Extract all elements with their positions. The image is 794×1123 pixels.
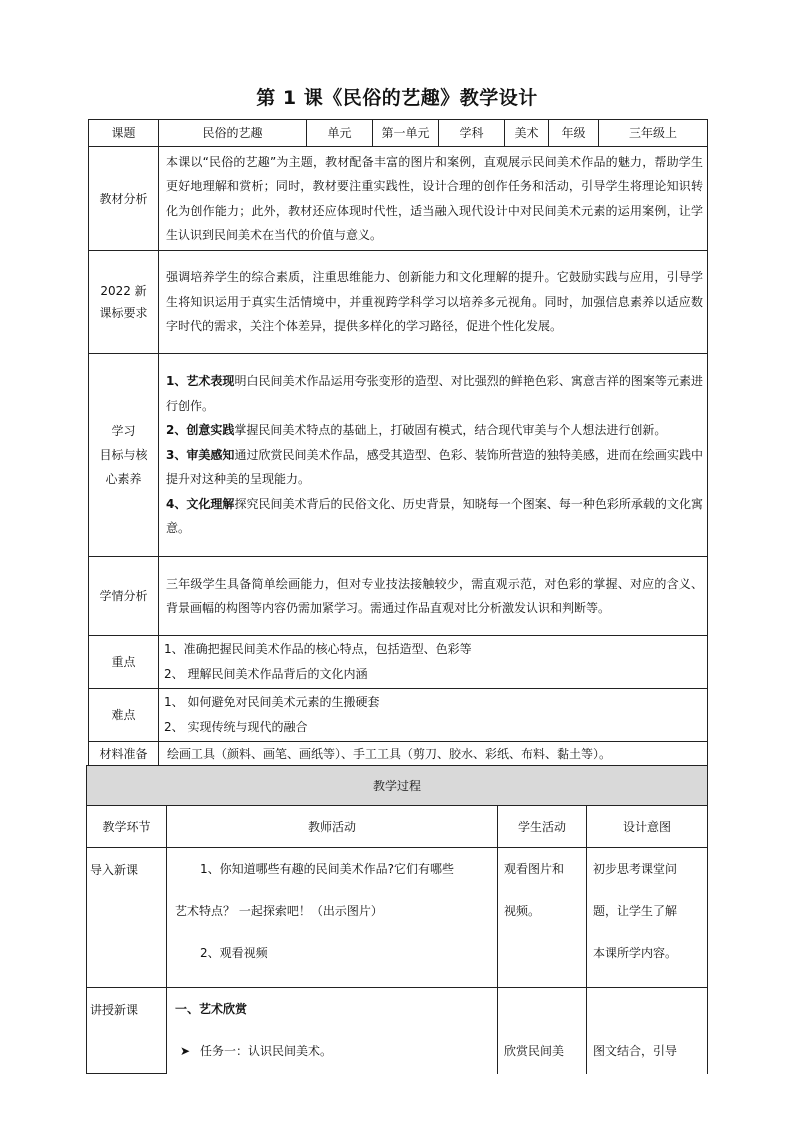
objective-text: 探究民间美术背后的民俗文化、历史背景，知晓每一个图案、每一种色彩所承载的文化寓意。 [166, 496, 703, 536]
objectives-label-line1: 学习 [111, 424, 136, 438]
material-analysis-label: 教材分析 [89, 147, 159, 251]
key-point-item: 1、准确把握民间美术作品的核心特点，包括造型、色彩等 [164, 642, 472, 656]
design-intent-cell [587, 988, 708, 1074]
section-heading: 一、艺术欣赏 [175, 1002, 248, 1016]
design-intent-line: 题，让学生了解 [593, 904, 678, 918]
teacher-activity-cell [167, 848, 498, 988]
student-activity-line: 观看图片和 [504, 862, 565, 876]
materials-text: 绘画工具（颜料、画笔、画纸等）、手工工具（剪刀、胶水、彩纸、布料、黏土等）。 [159, 742, 708, 767]
process-header-row [87, 766, 708, 806]
design-intent-line: 本课所学内容。 [593, 946, 678, 960]
page-title: 第 1 课《民俗的艺趣》教学设计 [256, 87, 538, 109]
stage-cell: 讲授新课 [87, 988, 167, 1074]
bullet-arrow-icon: ➤ [180, 1044, 191, 1058]
task-text: 任务一：认识民间美术。 [200, 1044, 333, 1058]
objective-item [166, 369, 703, 418]
objective-text: 明白民间美术作品运用夸张变形的造型、对比强烈的鲜艳色彩、寓意吉祥的图案等元素进行创作。 [166, 374, 703, 413]
objectives-label-line3: 心素养 [105, 472, 142, 486]
objectives-list [159, 354, 708, 557]
grade-label: 年级 [549, 120, 599, 147]
teacher-activity-line: 2、观看视频 [200, 946, 268, 960]
key-points-row [89, 636, 708, 689]
subject-value: 美术 [505, 120, 549, 147]
teacher-activity-cell [167, 988, 498, 1074]
objective-head: 3、审美感知 [166, 447, 235, 462]
difficulty-item: 1、 如何避免对民间美术元素的生搬硬套 [164, 695, 380, 709]
stage-cell: 导入新课 [87, 848, 167, 988]
student-activity-line: 欣赏民间美 [504, 1044, 565, 1058]
design-intent-line: 初步思考课堂问 [593, 862, 678, 876]
process-header: 教学过程 [87, 766, 708, 806]
student-activity-line: 视频。 [504, 904, 541, 918]
difficulties-row [89, 689, 708, 742]
learner-analysis-label: 学情分析 [89, 557, 159, 636]
difficulties-label: 难点 [89, 689, 159, 742]
objective-item [166, 443, 703, 492]
standards-label-line2: 课标要求 [99, 306, 148, 320]
learner-analysis-text: 三年级学生具备简单绘画能力，但对专业技法接触较少，需直观示范，对色彩的掌握、对应的含义、背景画幅的构图等内容仍需加紧学习。需通过作品直观对比分析激发认识和判断等。 [159, 557, 708, 636]
process-columns-row [87, 806, 708, 848]
info-row [89, 120, 708, 147]
learner-analysis-row [89, 557, 708, 636]
objectives-label-line2: 目标与核 [99, 448, 148, 462]
objectives-label [89, 354, 159, 557]
process-row-intro [87, 848, 708, 988]
standards-label-line1: 2022 新 [100, 284, 147, 298]
design-intent-line: 图文结合，引导 [593, 1044, 678, 1058]
difficulty-item: 2、 实现传统与现代的融合 [164, 720, 308, 734]
key-points-list [159, 636, 708, 689]
topic-label: 课题 [89, 120, 159, 147]
objective-head: 1、艺术表现 [166, 374, 235, 389]
teacher-activity-line: 艺术特点？ 一起探索吧！（出示图片） [175, 904, 383, 918]
col-teacher: 教师活动 [167, 806, 498, 848]
key-points-label: 重点 [89, 636, 159, 689]
standards-label [89, 251, 159, 354]
standards-row [89, 251, 708, 354]
teaching-process-table [86, 765, 708, 1074]
grade-value: 三年级上 [599, 120, 708, 147]
standards-text: 强调培养学生的综合素质，注重思维能力、创新能力和文化理解的提升。它鼓励实践与应用，引导学生将知识运用于真实生活情境中，并重视跨学科学习以培养多元视角。同时，加强信息素养以适应数字时代的需求，关注个体差异，提供多样化的学习路径，促进个性化发展。 [159, 251, 708, 354]
lesson-info-table [88, 119, 708, 767]
materials-label: 材料准备 [89, 742, 159, 767]
objective-item [166, 492, 703, 541]
task-line [170, 1030, 494, 1072]
unit-value: 第一单元 [373, 120, 439, 147]
objective-item [166, 418, 703, 443]
key-point-item: 2、 理解民间美术作品背后的文化内涵 [164, 667, 368, 681]
objectives-row [89, 354, 708, 557]
objective-text: 掌握民间美术特点的基础上，打破固有模式，结合现代审美与个人想法进行创新。 [234, 423, 667, 438]
objective-head: 2、创意实践 [166, 423, 235, 438]
material-analysis-text: 本课以“民俗的艺趣”为主题，教材配备丰富的图片和案例，直观展示民间美术作品的魅力，帮助学生更好地理解和赏析；同时，教材要注重实践性，设计合理的创作任务和活动，引导学生将理论知识转化为创作能力；此外，教材还应体现时代性，适当融入现代设计中对民间美术元素的运用案例，让学生认识到民间美术在当代的价值与意义。 [159, 147, 708, 251]
design-intent-cell [587, 848, 708, 988]
materials-row [89, 742, 708, 767]
unit-label: 单元 [307, 120, 373, 147]
subject-label: 学科 [439, 120, 505, 147]
objective-text: 通过欣赏民间美术作品，感受其造型、色彩、装饰所营造的独特美感，进而在绘画实践中提升对这种美的呈现能力。 [166, 447, 703, 487]
material-analysis-row [89, 147, 708, 251]
objective-head: 4、文化理解 [166, 496, 235, 511]
student-activity-cell [498, 988, 587, 1074]
teacher-activity-line: 1、你知道哪些有趣的民间美术作品?它们有哪些 [200, 862, 455, 876]
col-intent: 设计意图 [587, 806, 708, 848]
col-stage: 教学环节 [87, 806, 167, 848]
difficulties-list [159, 689, 708, 742]
topic-value: 民俗的艺趣 [159, 120, 307, 147]
process-row-new-lesson [87, 988, 708, 1074]
col-student: 学生活动 [498, 806, 587, 848]
student-activity-cell [498, 848, 587, 988]
